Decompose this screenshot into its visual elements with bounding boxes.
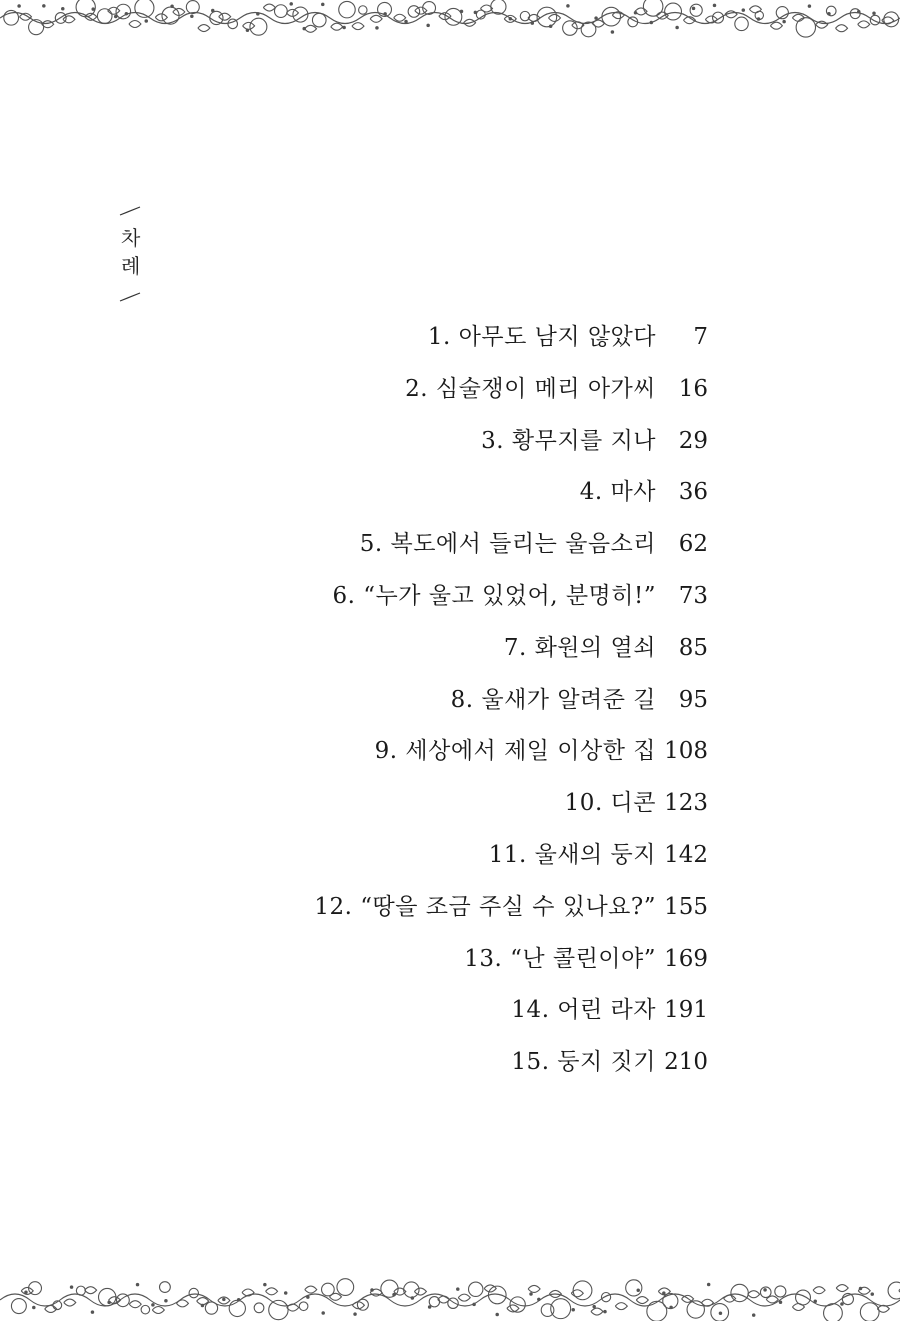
- toc-title: 8. 울새가 알려준 길: [450, 686, 656, 713]
- toc-item: [0, 991, 900, 1043]
- toc-page-number: 210: [664, 1049, 708, 1076]
- toc-page-number: 7: [693, 324, 708, 350]
- toc-item: [0, 888, 900, 940]
- ornamental-border-top: [0, 0, 900, 40]
- toc-item: [0, 318, 900, 370]
- toc-page-number: 62: [678, 531, 708, 558]
- toc-title: 14. 어린 라자: [511, 997, 656, 1024]
- toc-title: 6. “누가 울고 있었어, 분명히!”: [332, 582, 656, 609]
- toc-title: 5. 복도에서 들리는 울음소리: [359, 531, 656, 558]
- toc-item: [0, 473, 900, 525]
- toc-title: 15. 둥지 짓기: [511, 1049, 656, 1076]
- toc-title: 7. 화원의 열쇠: [503, 634, 656, 661]
- toc-page-number: 191: [664, 997, 708, 1024]
- ornamental-border-bottom: [0, 1276, 900, 1321]
- toc-item: [0, 836, 900, 888]
- toc-list: [0, 318, 900, 1095]
- toc-title: 10. 디콘: [564, 790, 656, 817]
- toc-title: 1. 아무도 남지 않았다: [427, 324, 656, 350]
- toc-item: [0, 525, 900, 577]
- toc-title: 12. “땅을 조금 주실 수 있나요?”: [314, 893, 656, 920]
- toc-item: [0, 577, 900, 629]
- toc-page-number: 73: [678, 582, 708, 609]
- heading-char-2: 례: [121, 254, 141, 278]
- toc-item: [0, 422, 900, 474]
- toc-item: [0, 784, 900, 836]
- toc-item: [0, 370, 900, 422]
- toc-item: [0, 681, 900, 733]
- toc-page-number: 155: [664, 893, 708, 920]
- toc-page-number: 16: [678, 375, 708, 402]
- heading-char-1: 차: [121, 226, 141, 250]
- toc-item: [0, 732, 900, 784]
- toc-title: 3. 황무지를 지나: [481, 427, 656, 454]
- heading-slash-lower: [118, 292, 142, 302]
- toc-page-number: 95: [678, 686, 708, 713]
- toc-page-number: 142: [664, 841, 708, 868]
- toc-page-number: 36: [678, 479, 708, 506]
- toc-title: 4. 마사: [579, 479, 656, 506]
- toc-page-number: 108: [664, 738, 708, 765]
- toc-title: 11. 울새의 둥지: [488, 841, 656, 868]
- toc-page-number: 169: [664, 945, 708, 972]
- toc-page-number: 123: [664, 790, 708, 817]
- toc-title: 9. 세상에서 제일 이상한 집: [374, 738, 656, 765]
- toc-item: [0, 1043, 900, 1095]
- toc-item: [0, 629, 900, 681]
- toc-title: 13. “난 콜린이야”: [464, 945, 656, 972]
- toc-item: [0, 940, 900, 992]
- toc-page-number: 29: [678, 427, 708, 454]
- heading-slash-upper: [118, 206, 142, 216]
- toc-heading: [112, 206, 152, 306]
- toc-title: 2. 심술쟁이 메리 아가씨: [405, 375, 656, 402]
- toc-page-number: 85: [678, 634, 708, 661]
